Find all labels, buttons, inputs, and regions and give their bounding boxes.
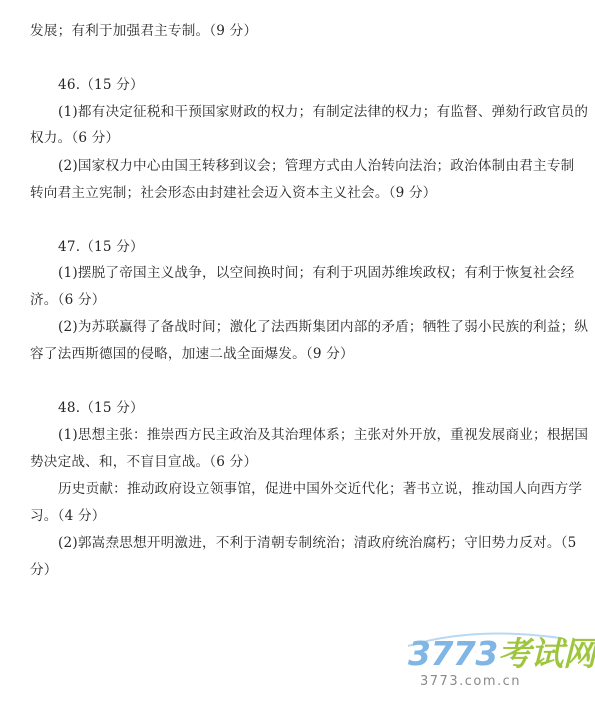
text-line: 权力。（6 分） [30,130,120,146]
watermark-digits: 3773 [408,634,498,673]
text-line: (2)国家权力中心由国王转移到议会；管理方式由人治转向法治；政治体制由君主专制 [58,158,575,174]
text-line: 转向君主立宪制；社会形态由封建社会迈入资本主义社会。（9 分） [30,185,437,201]
text-line: 历史贡献：推动政府设立领事馆，促进中国外交近代化；著书立说，推动国人向西方学 [58,481,583,497]
question-heading-48: 48.（15 分） [58,400,144,416]
text-line: 分） [30,562,58,578]
watermark-url: 3773.com.cn [420,674,521,689]
watermark-logo [408,634,595,696]
text-line: (2)为苏联赢得了备战时间；激化了法西斯集团内部的矛盾；牺牲了弱小民族的利益；纵 [58,319,589,335]
text-line: 习。（4 分） [30,508,106,524]
text-line: (1)思想主张：推崇西方民主政治及其治理体系；主张对外开放，重视发展商业；根据国 [58,427,589,443]
swoosh-icon [404,630,564,650]
text-line: (2)郭嵩焘思想开明激进，不利于清朝专制统治；清政府统治腐朽；守旧势力反对。（5 [58,535,577,551]
watermark-cn: 考试网 [497,634,595,673]
text-line: 发展；有利于加强君主专制。（9 分） [30,23,258,39]
text-line: (1)摆脱了帝国主义战争，以空间换时间；有利于巩固苏维埃政权；有利于恢复社会经 [58,265,575,281]
text-line: 势决定战、和，不盲目宣战。（6 分） [30,454,258,470]
question-heading-47: 47.（15 分） [58,239,144,255]
text-line: 济。（6 分） [30,292,106,308]
question-heading-46: 46.（15 分） [58,77,144,93]
text-line: 容了法西斯德国的侵略，加速二战全面爆发。（9 分） [30,346,354,362]
watermark-text [408,636,595,672]
text-line: (1)都有决定征税和干预国家财政的权力；有制定法律的权力；有监督、弹劾行政官员的 [58,104,589,120]
